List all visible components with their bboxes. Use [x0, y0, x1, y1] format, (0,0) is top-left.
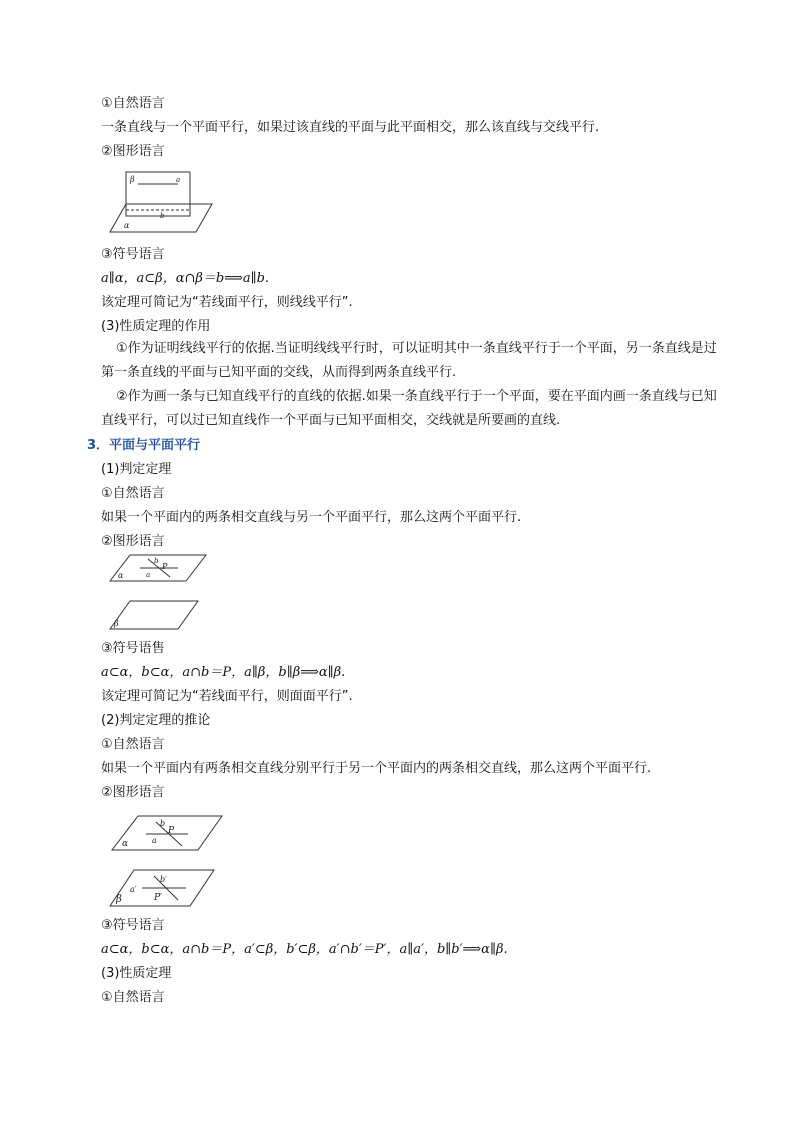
plane-plane-parallel-figure — [108, 553, 208, 633]
theorem-text: 如果一个平面内的两条相交直线与另一个平面平行，那么这两个平面平行. — [101, 510, 522, 525]
property-theorem-title: (3)性质定理 — [101, 966, 172, 981]
symbol-language-label: ③符号语言 — [101, 918, 165, 933]
symbol-language-label: ③符号语售 — [101, 641, 165, 656]
figure-language-label: ②图形语言 — [101, 144, 165, 159]
corollary-figure — [108, 812, 224, 912]
figure-language-label: ②图形语言 — [101, 534, 165, 549]
alpha-letter: α — [118, 571, 124, 580]
a-letter: a — [152, 836, 157, 845]
beta-letter: β — [130, 175, 135, 184]
figure-language-label: ②图形语言 — [101, 785, 165, 800]
b-letter: b — [154, 557, 159, 565]
p-letter: P — [162, 562, 168, 571]
section-heading: 3．平面与平面平行 — [87, 438, 201, 453]
b-prime-letter: b′ — [160, 875, 167, 884]
property-use-1: ①作为证明线线平行的依据.当证明线线平行时，可以证明其中一条直线平行于一个平面，另一条直线是过第一条直线的平面与已知平面的交线，从而得到两条直线平行. — [101, 341, 717, 380]
a-letter: a — [176, 176, 181, 184]
p-letter: P — [168, 826, 175, 836]
theorem-summary: 该定理可简记为“若线面平行，则线线平行”. — [101, 295, 353, 310]
alpha-letter: α — [122, 839, 129, 849]
symbol-language-label: ③符号语言 — [101, 247, 165, 262]
theorem-text: 一条直线与一个平面平行，如果过该直线的平面与此平面相交，那么该直线与交线平行. — [101, 120, 600, 135]
symbol-formula: a⊂α，b⊂α，a∩b＝P，a∥β，b∥β⟹α∥β. — [101, 665, 346, 680]
judgment-theorem-title: (1)判定定理 — [101, 462, 172, 477]
corollary-text: 如果一个平面内有两条相交直线分别平行于另一个平面内的两条相交直线，那么这两个平面平行. — [101, 761, 652, 776]
theorem-summary: 该定理可简记为“若线面平行，则面面平行”. — [101, 689, 353, 704]
p-prime-letter: P′ — [154, 893, 163, 903]
natural-language-label: ①自然语言 — [101, 990, 165, 1005]
property-use-title: (3)性质定理的作用 — [101, 319, 211, 334]
alpha-letter: α — [124, 221, 130, 230]
a-prime-letter: a′ — [130, 885, 137, 894]
line-plane-parallel-figure — [108, 170, 216, 234]
b-letter: b — [160, 212, 165, 220]
natural-language-label: ①自然语言 — [101, 486, 165, 501]
symbol-formula: a⊂α，b⊂α，a∩b＝P，a′⊂β，b′⊂β，a′∩b′＝P′，a∥a′，b∥b′⟹α∥β. — [101, 942, 508, 957]
a-letter: a — [146, 571, 151, 579]
corollary-title: (2)判定定理的推论 — [101, 713, 211, 728]
natural-language-label: ①自然语言 — [101, 96, 165, 111]
symbol-formula: a∥α，a⊂β，α∩β＝b⟹a∥b. — [101, 271, 270, 286]
property-use-2: ②作为画一条与已知直线平行的直线的依据.如果一条直线平行于一个平面，要在平面内画一条直线与已知直线平行，可以过已知直线作一个平面与已知平面相交，交线就是所要画的直线. — [101, 389, 717, 428]
natural-language-label: ①自然语言 — [101, 737, 165, 752]
beta-letter: β — [116, 894, 122, 905]
beta-letter: β — [114, 619, 119, 628]
b-letter: b — [160, 819, 166, 828]
